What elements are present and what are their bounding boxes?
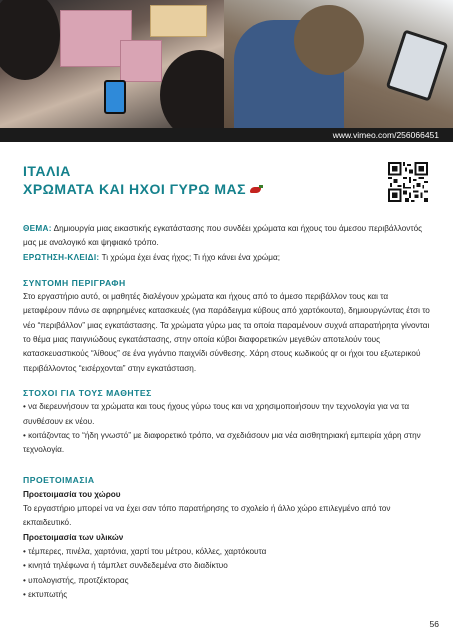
goals-heading: ΣΤΟΧΟΙ ΓΙΑ ΤΟΥΣ ΜΑΘΗΤΕΣ bbox=[23, 387, 152, 398]
theme-text: Δημιουργία μιας εικαστικής εγκατάστασης που συνδέει χρώματα και ήχους του άμεσου περιβάλλοντός μας με αναλογικό και ψηφιακό τρόπο. bbox=[23, 224, 423, 248]
material-item: • τέμπερες, πινέλα, χαρτόνια, χαρτί του μέτρου, κόλλες, χαρτόκουτα bbox=[23, 545, 433, 559]
goal-item: • να διερευνήσουν τα χρώματα και τους ήχους γύρω τους και να χρησιμοποιήσουν την τεχνολογία για να τα συνθέσουν εκ νέου. bbox=[23, 400, 433, 429]
page-number: 56 bbox=[429, 619, 439, 629]
workshop-title bbox=[23, 181, 261, 197]
space-preparation-heading: Προετοιμασία του χώρου bbox=[23, 489, 121, 499]
goal-item: • κοιτάζοντας το “ήδη γνωστό” με διαφορετικό τρόπο, να σχεδιάσουν μια νέα αισθητηριακή εμπειρία χάρη στην τεχνολογία. bbox=[23, 429, 433, 458]
photo-students-with-phone bbox=[0, 0, 224, 128]
main-content bbox=[23, 222, 433, 602]
photo-credit-bar bbox=[0, 128, 453, 142]
country-title: ΙΤΑΛΙΑ bbox=[23, 163, 71, 179]
qr-code-icon[interactable] bbox=[388, 162, 428, 202]
materials-preparation-heading: Προετοιμασία των υλικών bbox=[23, 532, 124, 542]
theme-label: ΘΕΜΑ: bbox=[23, 224, 52, 233]
photo-child-with-tablet bbox=[224, 0, 453, 128]
summary-text: Στο εργαστήριο αυτό, οι μαθητές διαλέγουν χρώματα και ήχους από το άμεσο περιβάλλον τους και τα μεταφέρουν πάνω σε αφηρημένες κατασκευές (για παράδειγμα κύβους από χαρτόκουτα), δημιουργώντας έτσι το νέο “περιβάλλον” μιας εγκατάστασης. Τα χρώματα γύρω μας τα οποία παραμένουν συχνά απαρατήρητα γίνονται το θέμα μιας παιγνιώδους εγκατάστασης, στην οποία κύβοι διαφορετικών μεγεθών αποτελούν τους κατασκευαστικούς “λίθους” σε ένα γιγάντιο παιχνίδι σύνθεσης. Χάρη στους κωδικούς qr οι ήχοι του εξωτερικού περιβάλλοντος “εισέρχονται” στην εγκατάσταση. bbox=[23, 292, 430, 373]
chili-pepper-icon bbox=[250, 187, 261, 193]
summary-heading: ΣΥΝΤΟΜΗ ΠΕΡΙΓΡΑΦΗ bbox=[23, 277, 126, 288]
key-question-paragraph bbox=[23, 251, 433, 265]
workshop-title-text: ΧΡΩΜΑΤΑ ΚΑΙ ΗΧΟΙ ΓΥΡΩ ΜΑΣ bbox=[23, 181, 247, 197]
preparation-heading: ΠΡΟΕΤΟΙΜΑΣΙΑ bbox=[23, 475, 95, 486]
key-question-text: Τι χρώμα έχει ένας ήχος; Τι ήχο κάνει ένα χρώμα; bbox=[101, 252, 281, 262]
material-item: • εκτυπωτής bbox=[23, 588, 433, 602]
header-photos bbox=[0, 0, 453, 128]
photo-credit-link[interactable]: www.vimeo.com/256066451 bbox=[332, 130, 439, 140]
theme-paragraph bbox=[23, 222, 433, 251]
material-item: • υπολογιστής, προτζέκτορας bbox=[23, 574, 433, 588]
material-item: • κινητά τηλέφωνα ή τάμπλετ συνδεδεμένα στο διαδίκτυο bbox=[23, 559, 433, 573]
space-preparation-text: Το εργαστήριο μπορεί να να έχει σαν τόπο παρατήρησης το σχολείο ή άλλο χώρο επιλεγμένο από τον εκπαιδευτικό. bbox=[23, 504, 391, 528]
key-question-label: ΕΡΩΤΗΣΗ-ΚΛΕΙΔΙ: bbox=[23, 252, 100, 262]
